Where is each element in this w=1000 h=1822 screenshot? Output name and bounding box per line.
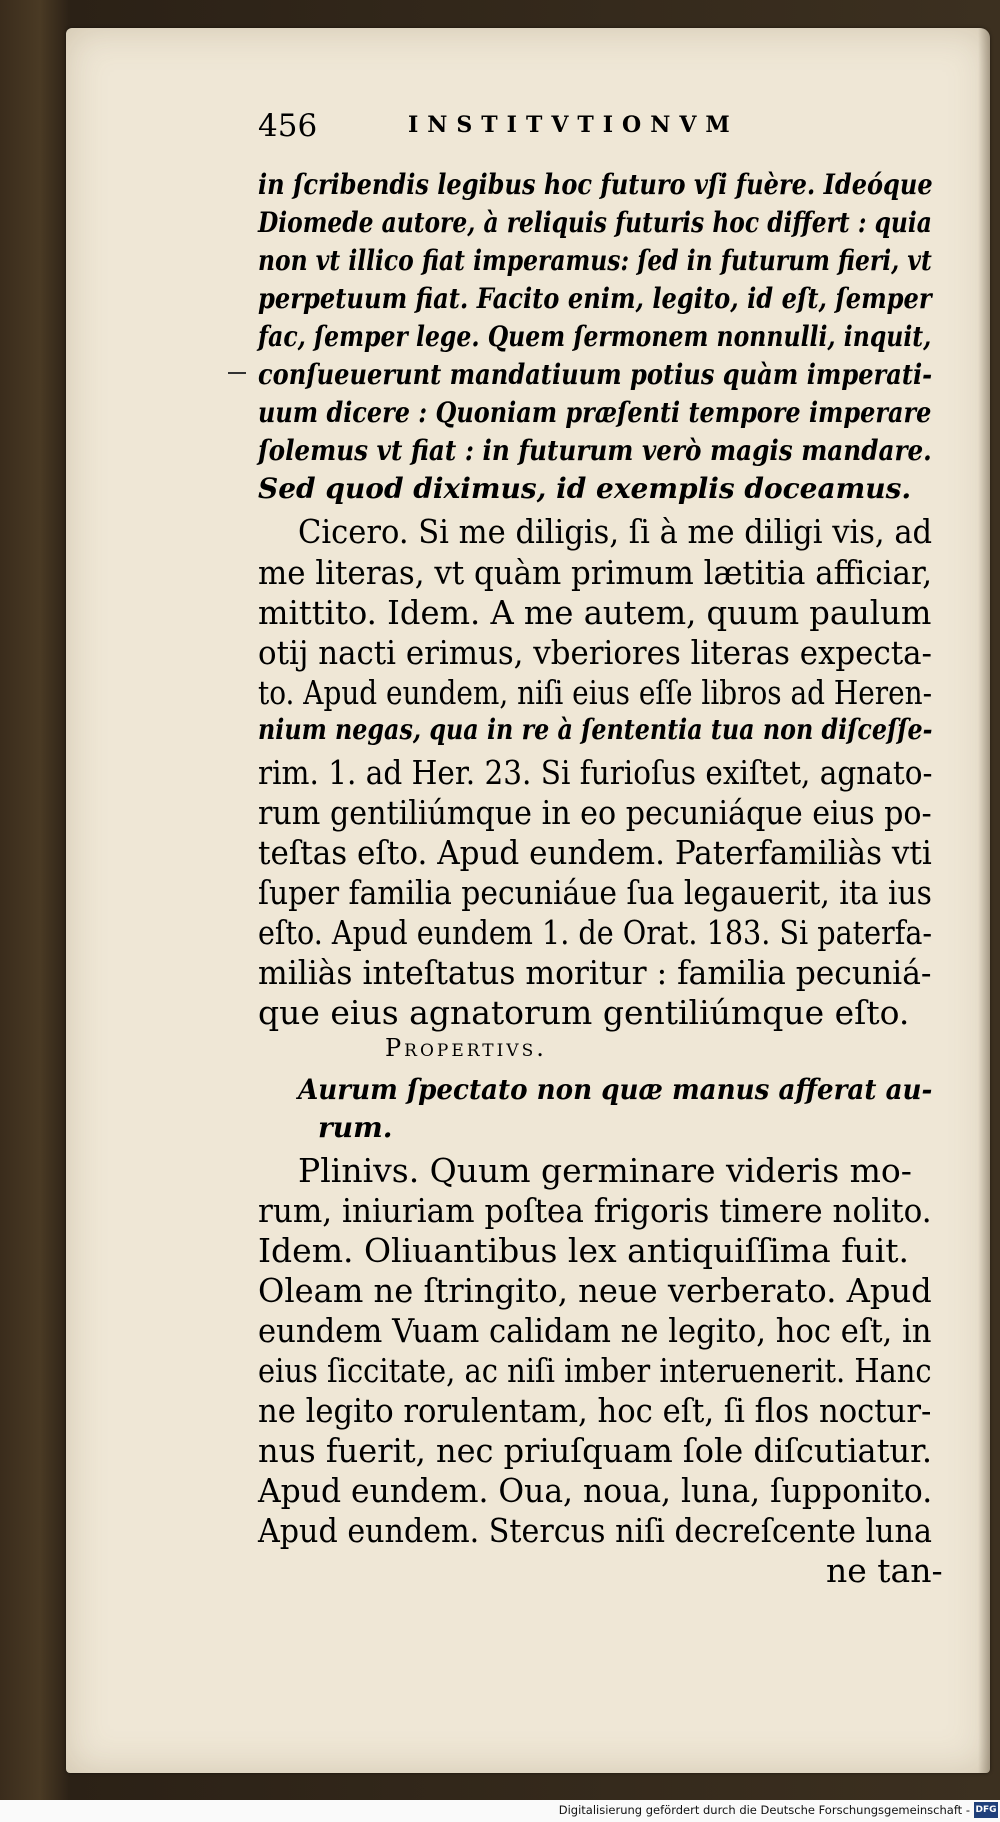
text-line: mittito. Idem. A me autem, quum paulum [258, 593, 932, 632]
text-line: fac, ſemper lege. Quem ſermonem nonnulli, inquit, [258, 320, 932, 353]
footer-bar [0, 1800, 1000, 1822]
text-line: miliàs inteſtatus moritur : familia pecuniá- [258, 953, 932, 992]
running-title: INSTITVTIONVM [408, 112, 739, 138]
text-line: conſueuerunt mandatiuum potius quàm imperati- [258, 358, 933, 391]
marginal-mark [228, 372, 246, 374]
page-header [258, 108, 818, 148]
text-line: in ſcribendis legibus hoc futuro vſi fuère. Ideóque [258, 168, 933, 201]
text-line: Apud eundem. Stercus niſi decreſcente luna [258, 1511, 932, 1550]
text-line: ne tan- [826, 1551, 943, 1590]
text-line: Plinivs. Quum germinare videris mo- [298, 1151, 912, 1190]
text-line: nus fuerit, nec priuſquam ſole diſcutiatur. [258, 1431, 933, 1470]
text-line: rum gentiliúmque in eo pecuniáque eius po- [258, 793, 932, 832]
text-line: otij nacti erimus, vberiores literas expecta- [258, 633, 932, 672]
text-line: perpetuum fiat. Facito enim, legito, id eſt, ſemper [258, 282, 932, 315]
text-line: non vt illico fiat imperamus: ſed in futurum fieri, vt [258, 244, 932, 277]
text-line: nium negas, qua in re à ſententia tua non diſceſſe- [258, 713, 933, 746]
text-line: Propertivs. [385, 1034, 547, 1062]
text-line: que eius agnatorum gentiliúmque eſto. [258, 993, 910, 1032]
page-number: 456 [258, 108, 318, 144]
text-line: ſolemus vt fiat : in futurum verò magis mandare. [258, 434, 932, 467]
text-line: Cicero. Si me diligis, ſi à me diligi vis, ad [298, 512, 933, 551]
text-line: to. Apud eundem, niſi eius eſſe libros ad Heren- [258, 673, 933, 712]
dfg-logo: DFG [974, 1802, 998, 1818]
text-line: Sed quod diximus, id exemplis doceamus. [258, 472, 912, 505]
text-line: eius ſiccitate, ac niſi imber interuenerit. Hanc [258, 1351, 932, 1390]
text-line: ne legito rorulentam, hoc eſt, ſi flos noctur- [258, 1391, 932, 1430]
text-line: Oleam ne ſtringito, neue verberato. Apud [258, 1271, 932, 1310]
text-line: Idem. Oliuantibus lex antiquiſſima fuit. [258, 1231, 909, 1270]
text-line: uum dicere : Quoniam præſenti tempore imperare [258, 396, 932, 429]
text-line: rum, iniuriam poſtea frigoris timere nolito. [258, 1191, 932, 1230]
footer-credit: Digitalisierung gefördert durch die Deutsche Forschungsgemeinschaft - [558, 1803, 970, 1817]
text-line: eſto. Apud eundem 1. de Orat. 183. Si paterfa- [258, 913, 933, 952]
text-line: eundem Vuam calidam ne legito, hoc eſt, in [258, 1311, 932, 1350]
text-line: Aurum ſpectato non quæ manus afferat au- [298, 1073, 933, 1106]
text-line: me literas, vt quàm primum lætitia afficiar, [258, 553, 933, 592]
text-line: rim. 1. ad Her. 23. Si furioſus exiſtet, agnato- [258, 753, 933, 792]
text-line: rum. [318, 1111, 393, 1144]
text-line: teſtas eſto. Apud eundem. Paterfamiliàs vti [258, 833, 932, 872]
text-line: ſuper familia pecuniáue ſua legauerit, ita ius [258, 873, 932, 912]
text-line: Diomede autore, à reliquis futuris hoc differt : quia [258, 206, 932, 239]
text-line: Apud eundem. Oua, noua, luna, ſupponito. [258, 1471, 933, 1510]
